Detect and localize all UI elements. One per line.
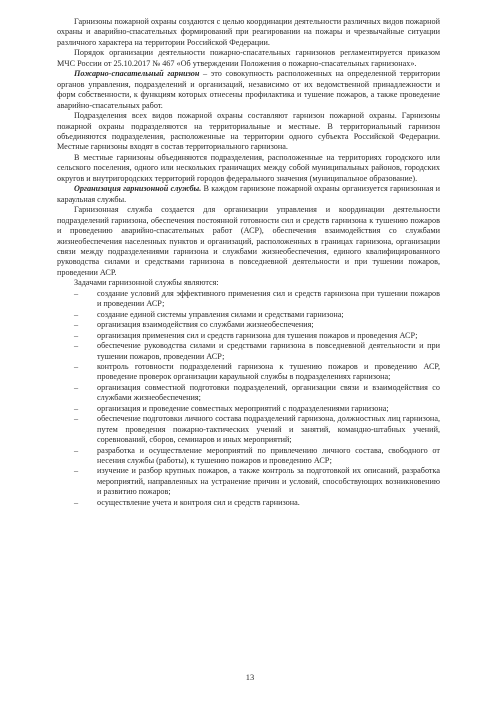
list-item-text: контроль готовности подразделений гарнизона к тушению пожаров и проведению АСР, проведение проверок организации караульной службы в подразделениях гарнизона; [97,361,440,382]
list-item-text: организация применения сил и средств гарнизона для тушения пожаров и проведения АСР; [97,330,418,340]
list-item-text: осуществление учета и контроля сил и средств гарнизона. [97,497,300,507]
bullet-dash: – [74,309,79,319]
list-item-text: создание условий для эффективного применения сил и средств гарнизона при тушении пожаров и проведении АСР; [97,288,440,309]
list-item-text: организация и проведение совместных мероприятий с подразделениями гарнизона; [97,403,389,413]
bullet-dash: – [74,466,79,476]
bullet-dash: – [74,288,79,298]
bullet-dash: – [74,341,79,351]
page-content [57,17,440,508]
list-item [57,466,440,497]
definition-paragraph [57,69,440,111]
list-item [57,331,440,341]
list-item [57,362,440,383]
list-item-text: обеспечение подготовки личного состава подразделений гарнизона, должностных лиц гарнизона, путем проведения пожарно-тактических учений и занятий, командно-штабных учений, соревнований, сборов, семинаров и иных мероприятий; [97,414,440,445]
tasks-list [57,289,440,509]
list-item [57,383,440,404]
list-item [57,498,440,508]
bullet-dash: – [74,320,79,330]
bullet-dash: – [74,497,79,507]
bullet-dash: – [74,445,79,455]
paragraph: Подразделения всех видов пожарной охраны составляют гарнизон пожарной охраны. Гарнизоны пожарной охраны подразделяются на территориальные и местные. В территориальный гарнизон объединяются подразделения, расположенные на территории одного субъекта Российской Федерации. Местные гарнизоны входят в состав территориального гарнизона. [57,111,440,152]
list-item-text: организация совместной подготовки подразделений, организации связи и взаимодействия со службами жизнеобеспечения; [97,382,440,403]
page-number: 13 [245,672,255,682]
list-item [57,404,440,414]
list-item [57,320,440,330]
services-paragraph [57,184,440,205]
paragraph: Гарнизоны пожарной охраны создаются с целью координации деятельности различных видов пожарной охраны и аварийно-спасательных формирований при реагировании на пожары и чрезвычайные ситуации различного характера на территории Российской Федерации. [57,17,440,47]
services-text: В каждом гарнизоне пожарной охраны организуется гарнизонная и караульная службы. [57,184,440,204]
list-item-text: разработка и осуществление мероприятий по привлечению личного состава, свободного от несения службы (работы), к тушению пожаров и проведению АСР; [97,445,440,466]
services-term: Организация гарнизонной службы. [74,184,202,194]
definition-term: Пожарно-спасательный гарнизон [74,69,200,79]
bullet-dash: – [74,361,79,371]
definition-text: – это совокупность расположенных на определенной территории органов управления, подразделений и организаций, независимо от их ведомственной принадлежности и форм собственности, к функциям которых отнесены профилактика и тушение пожаров, а также проведение аварийно-спасательных работ. [57,69,440,110]
bullet-dash: – [74,414,79,424]
bullet-dash: – [74,403,79,413]
bullet-dash: – [74,382,79,392]
list-item-text: создание единой системы управления силами и средствами гарнизона; [97,309,344,319]
paragraph: Гарнизонная служба создается для организации управления и координации деятельности подразделений гарнизона, обеспечения постоянной готовности сил и средств гарнизона к тушению пожаров и проведению аварийно-спасательных работ (АСР), обеспечения взаимодействия со службами жизнеобеспечения населенных пунктов и организаций, расположенных в границах гарнизона, организации связи между подразделениями гарнизона и службами жизнеобеспечения, единого квалифицированного руководства силами и средствами гарнизона в повседневной деятельности и при тушении пожаров, проведении АСР. [57,205,440,277]
bullet-dash: – [74,330,79,340]
list-item [57,414,440,445]
list-item [57,289,440,310]
list-item-text: обеспечение руководства силами и средствами гарнизона в повседневной деятельности и при тушении пожаров, проведении АСР; [97,341,440,361]
paragraph: Порядок организации деятельности пожарно-спасательных гарнизонов регламентируется приказом МЧС России от 25.10.2017 № 467 «Об утверждении Положения о пожарно-спасательных гарнизонах». [57,48,440,68]
paragraph: В местные гарнизоны объединяются подразделения, расположенные на территориях городского или сельского поселения, одного или нескольких граничащих между собой муниципальных районов, городских округов и внутригородских территорий городов федерального значения (муниципальное образование). [57,152,440,183]
list-item-text: организация взаимодействия со службами жизнеобеспечения; [97,320,314,330]
list-item [57,310,440,320]
tasks-intro: Задачами гарнизонной службы являются: [74,278,219,288]
list-item-text: изучение и разбор крупных пожаров, а также контроль за подготовкой их описаний, разработка мероприятий, направленных на устранение причин и условий, способствующих возникновению и развитию пожаров; [97,466,440,497]
list-item [57,341,440,362]
list-item [57,446,440,467]
